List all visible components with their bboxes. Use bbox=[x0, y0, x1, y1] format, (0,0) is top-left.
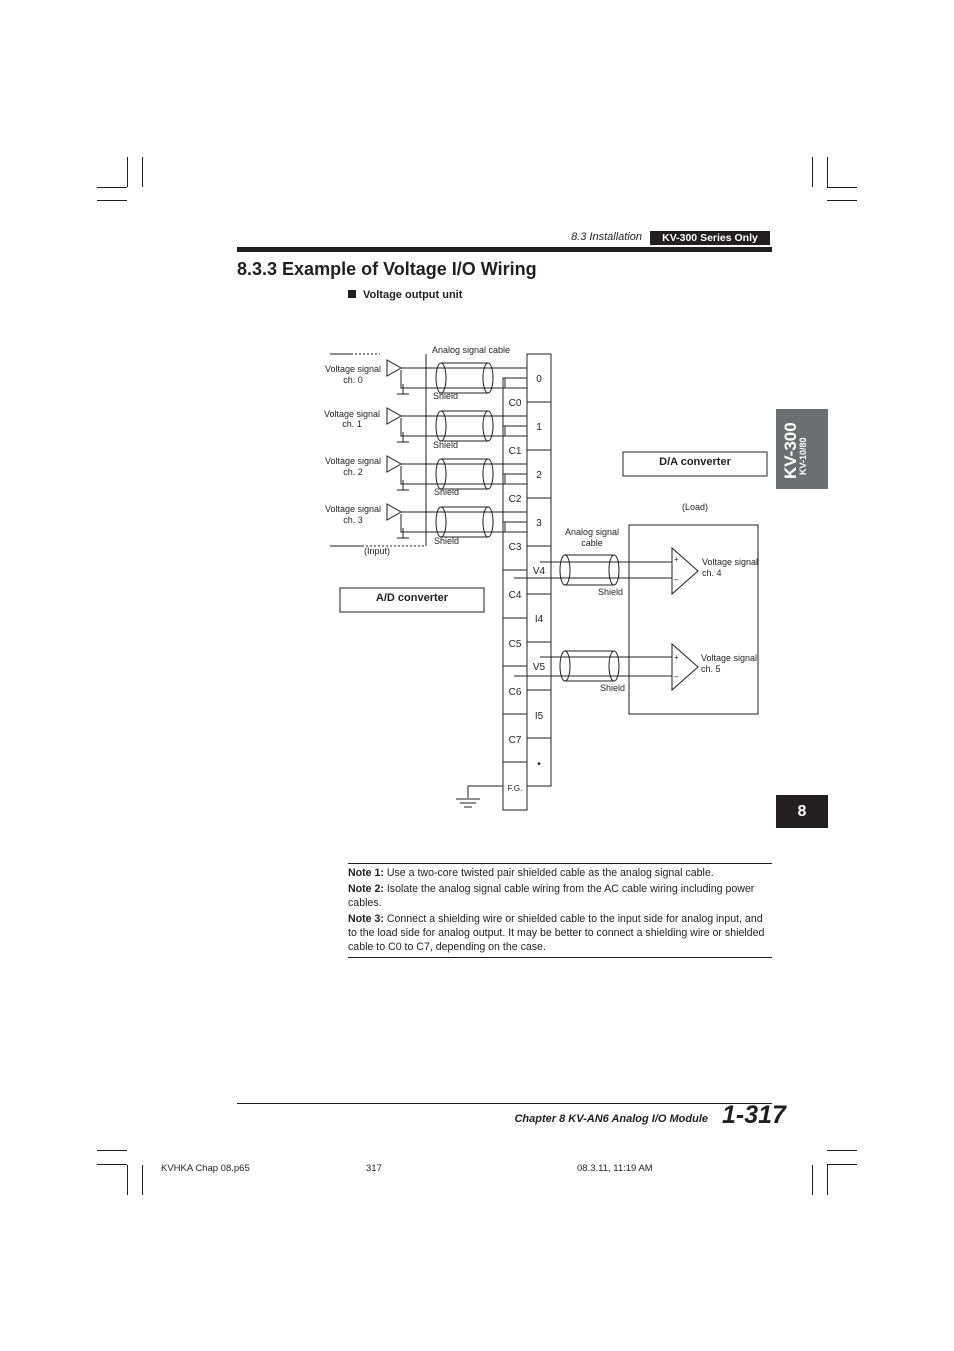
terminal-c0: C0 bbox=[508, 398, 522, 409]
slug-file: KVHKA Chap 08.p65 bbox=[161, 1163, 250, 1174]
terminal-2: 2 bbox=[536, 470, 542, 481]
terminal-1: 1 bbox=[536, 422, 542, 433]
opamp5-minus: – bbox=[674, 672, 679, 681]
terminal-fg: F.G. bbox=[507, 784, 523, 793]
header-badge: KV-300 Series Only bbox=[650, 231, 770, 245]
note-2-label: Note 2: bbox=[348, 883, 384, 895]
frame-ground-icon bbox=[456, 786, 503, 807]
terminal-v4: V4 bbox=[532, 566, 546, 577]
page-title: 8.3.3 Example of Voltage I/O Wiring bbox=[237, 259, 537, 279]
load-label: (Load) bbox=[682, 502, 709, 512]
notes-box bbox=[348, 863, 772, 958]
side-tab-main: KV-300 bbox=[781, 422, 800, 479]
note-1-label: Note 1: bbox=[348, 867, 384, 879]
terminal-v5: V5 bbox=[532, 662, 546, 673]
chapter-tab: 8 bbox=[776, 795, 828, 828]
note-2 bbox=[348, 882, 772, 910]
shield-label-ch0: Shield bbox=[433, 391, 459, 401]
input-ch1-label-1: Voltage signal bbox=[323, 409, 381, 419]
terminal-c7: C7 bbox=[508, 735, 522, 746]
terminal-c6: C6 bbox=[508, 687, 522, 698]
input-ch3-label-2: ch. 3 bbox=[343, 515, 363, 525]
load-box bbox=[629, 525, 758, 714]
input-label: (Input) bbox=[364, 546, 391, 556]
note-3 bbox=[348, 912, 772, 954]
input-ch2-label-1: Voltage signal bbox=[324, 456, 382, 466]
opamp4-minus: – bbox=[674, 575, 679, 584]
input-ch3-label-1: Voltage signal bbox=[324, 504, 382, 514]
terminal-c5: C5 bbox=[508, 639, 522, 650]
subtitle-text: Voltage output unit bbox=[363, 289, 463, 301]
note-3-text: Connect a shielding wire or shielded cable to the input side for analog input, and to the load side for analog output. It may be better to connect a shielding wire or shielded cable to C0 to C7, depending on the case. bbox=[348, 913, 765, 953]
terminal-3: 3 bbox=[536, 518, 542, 529]
slug-date: 08.3.11, 11:19 AM bbox=[577, 1163, 653, 1174]
shield-label-ch2: Shield bbox=[434, 487, 460, 497]
opamp4-plus: + bbox=[674, 555, 679, 564]
terminal-dot: • bbox=[537, 759, 541, 770]
input-ch1-label-2: ch. 1 bbox=[342, 419, 362, 429]
ad-converter-label: A/D converter bbox=[375, 592, 449, 604]
note-1 bbox=[348, 866, 772, 880]
terminal-0: 0 bbox=[536, 374, 542, 385]
input-ch2-label-2: ch. 2 bbox=[343, 467, 363, 477]
header-section: 8.3 Installation bbox=[571, 231, 642, 243]
terminal-i4: I4 bbox=[534, 614, 544, 625]
output-ch5-label-1: Voltage signal bbox=[701, 653, 758, 663]
side-tab-sub: KV-10/80 bbox=[798, 437, 808, 475]
analog-cable-right-label-1: Analog signal bbox=[564, 527, 620, 537]
terminal-c1: C1 bbox=[508, 446, 522, 457]
analog-cable-top-label: Analog signal cable bbox=[432, 345, 511, 355]
output-ch4-label-2: ch. 4 bbox=[702, 568, 722, 578]
shield-label-ch5: Shield bbox=[600, 683, 626, 693]
terminal-c4: C4 bbox=[508, 590, 522, 601]
note-2-text: Isolate the analog signal cable wiring from the AC cable wiring including power cables. bbox=[348, 883, 755, 909]
page-number: 1-317 bbox=[722, 1101, 786, 1129]
analog-cable-right-label-2: cable bbox=[581, 538, 603, 548]
footer-chapter: Chapter 8 KV-AN6 Analog I/O Module bbox=[514, 1113, 708, 1125]
output-ch5-label-2: ch. 5 bbox=[701, 664, 721, 674]
footer-rule bbox=[237, 1103, 772, 1104]
terminal-c3: C3 bbox=[508, 542, 522, 553]
output-ch4-label-1: Voltage signal bbox=[702, 557, 759, 567]
shield-label-ch3: Shield bbox=[434, 536, 460, 546]
note-3-label: Note 3: bbox=[348, 913, 384, 925]
shield-label-ch1: Shield bbox=[433, 440, 459, 450]
opamp5-plus: + bbox=[674, 653, 679, 662]
slug-page: 317 bbox=[366, 1163, 382, 1174]
note-1-text: Use a two-core twisted pair shielded cable as the analog signal cable. bbox=[386, 867, 714, 879]
terminal-i5: I5 bbox=[534, 711, 544, 722]
da-converter-label: D/A converter bbox=[659, 456, 731, 468]
shield-label-ch4: Shield bbox=[598, 587, 624, 597]
terminal-c2: C2 bbox=[508, 494, 522, 505]
input-ch0-label-1: Voltage signal bbox=[324, 364, 382, 374]
input-ch0-label-2: ch. 0 bbox=[343, 375, 363, 385]
